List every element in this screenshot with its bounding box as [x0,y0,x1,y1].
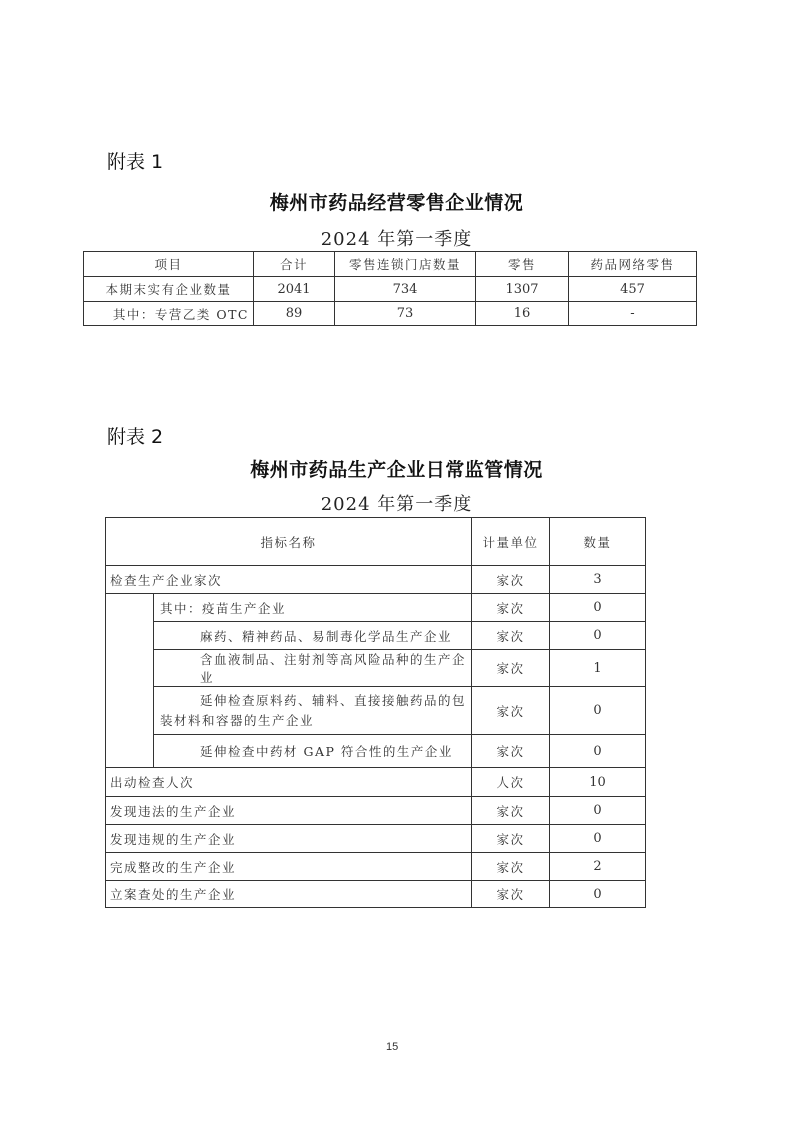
row-label: 完成整改的生产企业 [106,853,472,881]
cell-value: 0 [550,735,646,768]
header-cell-online-retail: 药品网络零售 [569,252,697,277]
cell-value: 10 [550,768,646,797]
cell-unit: 家次 [472,825,550,853]
row-label: 发现违规的生产企业 [106,825,472,853]
row-label: 延伸检查中药材 GAP 符合性的生产企业 [154,735,472,768]
cell-unit: 家次 [472,687,550,735]
row-label: 出动检查人次 [106,768,472,797]
cell-value: 3 [550,566,646,594]
table-row [106,825,646,853]
table-row [106,881,646,908]
table-row [106,566,646,594]
header-cell-unit: 计量单位 [472,518,550,566]
cell-unit: 家次 [472,650,550,687]
cell-value: 1 [550,650,646,687]
cell-value: 2 [550,853,646,881]
header-cell-total: 合计 [254,252,335,277]
row-label: 麻药、精神药品、易制毒化学品生产企业 [154,622,472,650]
table-row [84,302,697,326]
row-label: 检查生产企业家次 [106,566,472,594]
cell-value: 0 [550,687,646,735]
table-row [106,650,646,687]
cell-online-retail: - [569,302,697,326]
cell-unit: 家次 [472,622,550,650]
table-row [106,594,646,622]
appendix-2-title: 梅州市药品生产企业日常监管情况 [250,459,543,481]
table-row [106,622,646,650]
table-header-row [106,518,646,566]
appendix-2-subtitle: 2024 年第一季度 [320,494,473,515]
row-label: 含血液制品、注射剂等高风险品种的生产企业 [154,650,472,687]
row-label: 立案查处的生产企业 [106,881,472,908]
cell-unit: 人次 [472,768,550,797]
cell-chain-stores: 734 [335,277,476,302]
page-number: 15 [386,1041,399,1053]
cell-value: 0 [550,594,646,622]
header-cell-item: 项目 [84,252,254,277]
row-label: 发现违法的生产企业 [106,797,472,825]
cell-unit: 家次 [472,594,550,622]
cell-unit: 家次 [472,881,550,908]
appendix-1-title: 梅州市药品经营零售企业情况 [269,192,524,214]
cell-value: 0 [550,825,646,853]
sub-group-spacer [106,594,154,768]
row-label: 其中：专营乙类 OTC [84,302,254,326]
cell-chain-stores: 73 [335,302,476,326]
row-label: 其中：疫苗生产企业 [154,594,472,622]
cell-unit: 家次 [472,797,550,825]
appendix-1-subtitle: 2024 年第一季度 [320,229,473,250]
table-row [106,797,646,825]
header-cell-retail: 零售 [476,252,569,277]
cell-unit: 家次 [472,735,550,768]
header-cell-chain-stores: 零售连锁门店数量 [335,252,476,277]
table-row [106,768,646,797]
table-row [106,853,646,881]
cell-value: 0 [550,797,646,825]
table-row [106,687,646,735]
table-header-row [84,252,697,277]
appendix-2-label: 附表 2 [107,426,164,448]
table-row [84,277,697,302]
row-label: 延伸检查原料药、辅料、直接接触药品的包装材料和容器的生产企业 [154,687,472,735]
header-cell-indicator: 指标名称 [106,518,472,566]
table-row [106,735,646,768]
cell-online-retail: 457 [569,277,697,302]
cell-value: 0 [550,622,646,650]
production-supervision-table [105,517,646,908]
cell-total: 2041 [254,277,335,302]
retail-enterprises-table [83,251,697,326]
appendix-1-label: 附表 1 [107,151,164,173]
cell-retail: 1307 [476,277,569,302]
cell-value: 0 [550,881,646,908]
cell-unit: 家次 [472,566,550,594]
cell-total: 89 [254,302,335,326]
cell-retail: 16 [476,302,569,326]
header-cell-quantity: 数量 [550,518,646,566]
row-label: 本期末实有企业数量 [84,277,254,302]
cell-unit: 家次 [472,853,550,881]
